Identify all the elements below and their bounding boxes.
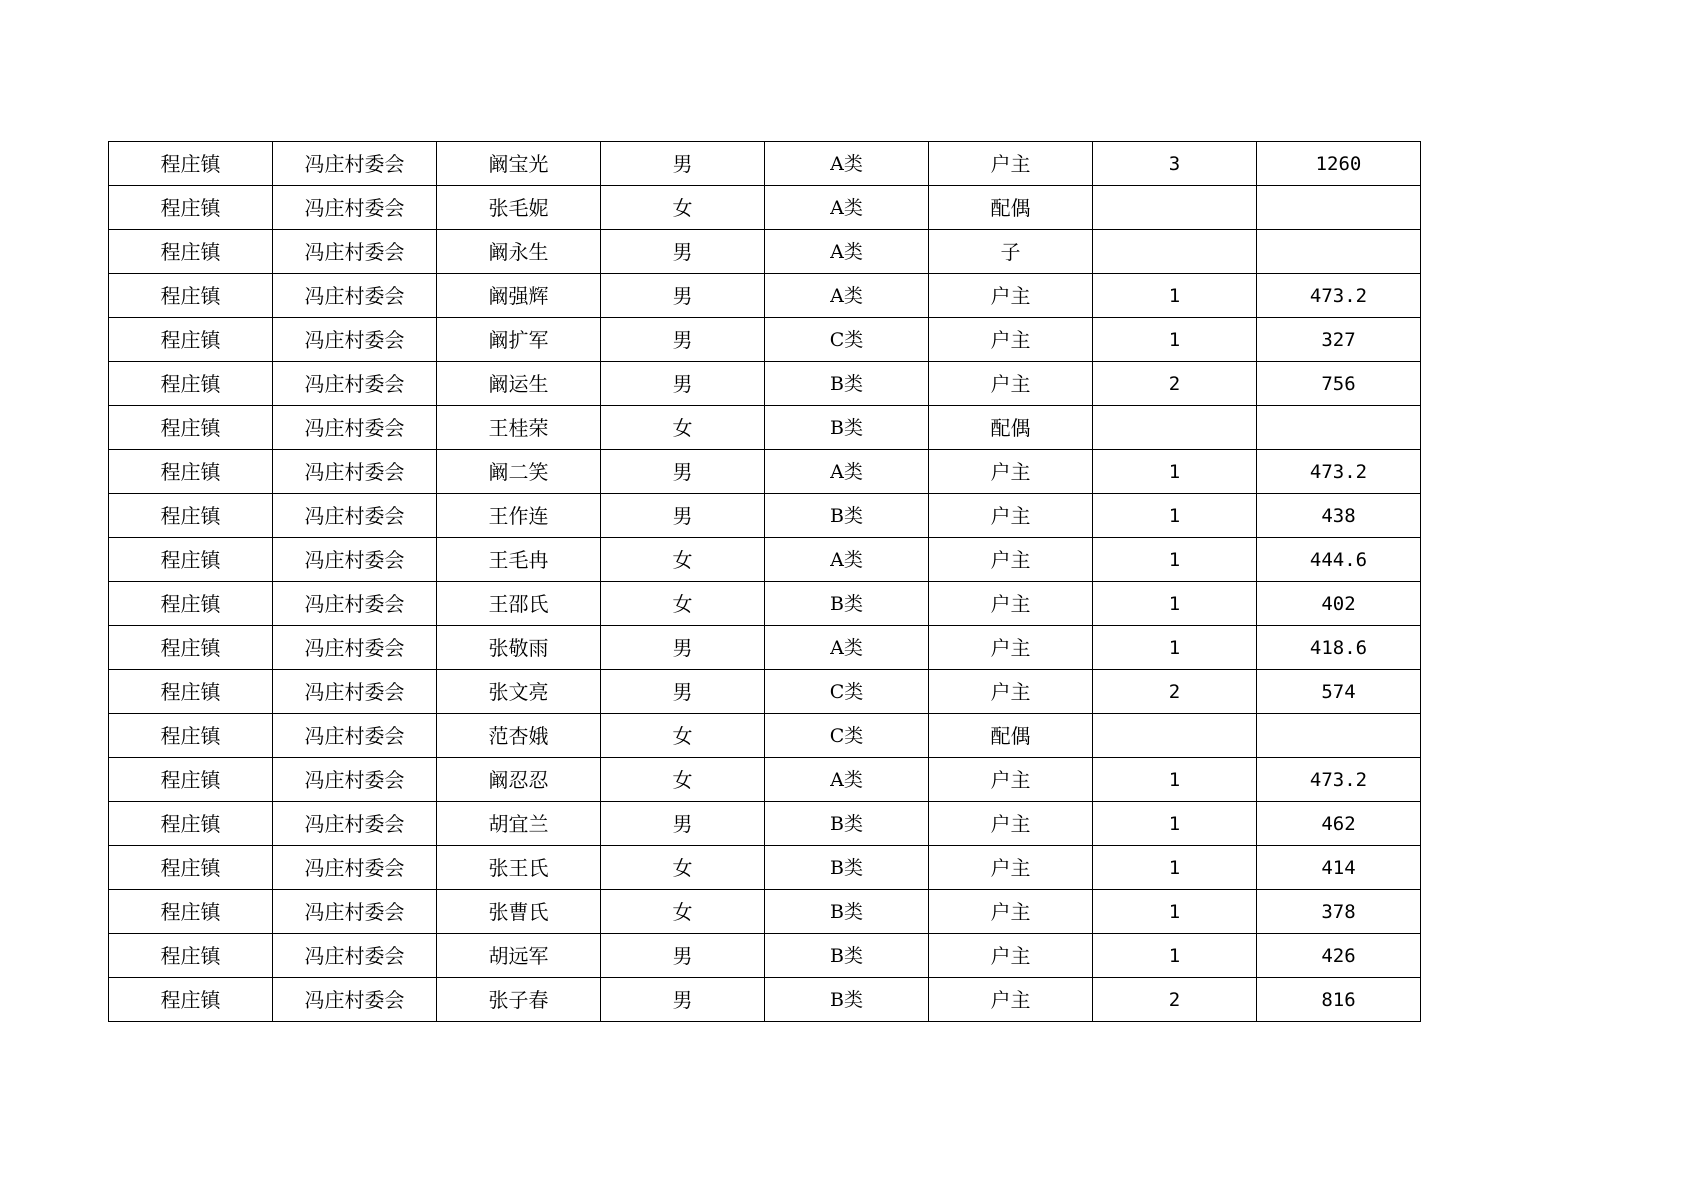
category-cell: B类: [765, 890, 929, 934]
gender-cell: 男: [601, 142, 765, 186]
count-cell: 1: [1093, 758, 1257, 802]
town-cell: 程庄镇: [109, 186, 273, 230]
count-cell: [1093, 714, 1257, 758]
relation-cell: 配偶: [929, 186, 1093, 230]
town-cell: 程庄镇: [109, 978, 273, 1022]
gender-cell: 男: [601, 274, 765, 318]
amount-cell: [1257, 406, 1421, 450]
count-cell: 1: [1093, 582, 1257, 626]
name-cell: 胡宜兰: [437, 802, 601, 846]
name-cell: 阚扩军: [437, 318, 601, 362]
count-cell: 1: [1093, 450, 1257, 494]
relation-cell: 户主: [929, 142, 1093, 186]
count-cell: [1093, 230, 1257, 274]
count-cell: [1093, 406, 1257, 450]
table-body: [109, 142, 1421, 1022]
town-cell: 程庄镇: [109, 582, 273, 626]
amount-cell: 462: [1257, 802, 1421, 846]
village-cell: 冯庄村委会: [273, 978, 437, 1022]
amount-cell: 327: [1257, 318, 1421, 362]
table-row: [109, 274, 1421, 318]
gender-cell: 男: [601, 626, 765, 670]
table-row: [109, 582, 1421, 626]
amount-cell: 473.2: [1257, 450, 1421, 494]
count-cell: 2: [1093, 670, 1257, 714]
village-cell: 冯庄村委会: [273, 450, 437, 494]
gender-cell: 男: [601, 494, 765, 538]
town-cell: 程庄镇: [109, 274, 273, 318]
table-row: [109, 890, 1421, 934]
gender-cell: 女: [601, 582, 765, 626]
relation-cell: 户主: [929, 494, 1093, 538]
town-cell: 程庄镇: [109, 626, 273, 670]
gender-cell: 女: [601, 758, 765, 802]
name-cell: 张毛妮: [437, 186, 601, 230]
amount-cell: 414: [1257, 846, 1421, 890]
name-cell: 阚宝光: [437, 142, 601, 186]
table-row: [109, 538, 1421, 582]
relation-cell: 户主: [929, 802, 1093, 846]
name-cell: 张敬雨: [437, 626, 601, 670]
name-cell: 王作连: [437, 494, 601, 538]
category-cell: A类: [765, 758, 929, 802]
village-cell: 冯庄村委会: [273, 186, 437, 230]
gender-cell: 男: [601, 934, 765, 978]
count-cell: 3: [1093, 142, 1257, 186]
relation-cell: 户主: [929, 538, 1093, 582]
relation-cell: 户主: [929, 670, 1093, 714]
category-cell: C类: [765, 318, 929, 362]
name-cell: 王邵氏: [437, 582, 601, 626]
table-row: [109, 670, 1421, 714]
relation-cell: 户主: [929, 890, 1093, 934]
category-cell: C类: [765, 714, 929, 758]
relation-cell: 户主: [929, 758, 1093, 802]
town-cell: 程庄镇: [109, 714, 273, 758]
count-cell: 1: [1093, 934, 1257, 978]
amount-cell: [1257, 230, 1421, 274]
category-cell: B类: [765, 582, 929, 626]
gender-cell: 男: [601, 318, 765, 362]
relation-cell: 户主: [929, 626, 1093, 670]
table-row: [109, 142, 1421, 186]
gender-cell: 女: [601, 714, 765, 758]
relation-cell: 户主: [929, 362, 1093, 406]
name-cell: 阚强辉: [437, 274, 601, 318]
count-cell: 1: [1093, 846, 1257, 890]
amount-cell: 756: [1257, 362, 1421, 406]
amount-cell: 1260: [1257, 142, 1421, 186]
relation-cell: 配偶: [929, 406, 1093, 450]
village-cell: 冯庄村委会: [273, 406, 437, 450]
category-cell: B类: [765, 362, 929, 406]
category-cell: A类: [765, 142, 929, 186]
village-cell: 冯庄村委会: [273, 230, 437, 274]
amount-cell: 816: [1257, 978, 1421, 1022]
amount-cell: [1257, 186, 1421, 230]
table-row: [109, 230, 1421, 274]
town-cell: 程庄镇: [109, 538, 273, 582]
count-cell: 1: [1093, 318, 1257, 362]
name-cell: 阚二笑: [437, 450, 601, 494]
gender-cell: 男: [601, 802, 765, 846]
relation-cell: 子: [929, 230, 1093, 274]
town-cell: 程庄镇: [109, 670, 273, 714]
amount-cell: 438: [1257, 494, 1421, 538]
town-cell: 程庄镇: [109, 318, 273, 362]
town-cell: 程庄镇: [109, 890, 273, 934]
table-row: [109, 626, 1421, 670]
category-cell: B类: [765, 406, 929, 450]
category-cell: A类: [765, 274, 929, 318]
name-cell: 张曹氏: [437, 890, 601, 934]
town-cell: 程庄镇: [109, 494, 273, 538]
amount-cell: 402: [1257, 582, 1421, 626]
name-cell: 张文亮: [437, 670, 601, 714]
household-table: [108, 141, 1421, 1022]
category-cell: B类: [765, 802, 929, 846]
category-cell: A类: [765, 450, 929, 494]
town-cell: 程庄镇: [109, 142, 273, 186]
gender-cell: 男: [601, 670, 765, 714]
town-cell: 程庄镇: [109, 846, 273, 890]
gender-cell: 男: [601, 362, 765, 406]
name-cell: 阚忍忍: [437, 758, 601, 802]
relation-cell: 户主: [929, 846, 1093, 890]
gender-cell: 男: [601, 230, 765, 274]
count-cell: 2: [1093, 362, 1257, 406]
name-cell: 范杏娥: [437, 714, 601, 758]
name-cell: 阚运生: [437, 362, 601, 406]
village-cell: 冯庄村委会: [273, 626, 437, 670]
category-cell: A类: [765, 186, 929, 230]
town-cell: 程庄镇: [109, 758, 273, 802]
name-cell: 阚永生: [437, 230, 601, 274]
village-cell: 冯庄村委会: [273, 494, 437, 538]
count-cell: 1: [1093, 274, 1257, 318]
category-cell: B类: [765, 978, 929, 1022]
table-row: [109, 714, 1421, 758]
amount-cell: 444.6: [1257, 538, 1421, 582]
relation-cell: 户主: [929, 274, 1093, 318]
name-cell: 王桂荣: [437, 406, 601, 450]
table-row: [109, 450, 1421, 494]
table-row: [109, 362, 1421, 406]
town-cell: 程庄镇: [109, 934, 273, 978]
gender-cell: 女: [601, 890, 765, 934]
name-cell: 张王氏: [437, 846, 601, 890]
village-cell: 冯庄村委会: [273, 670, 437, 714]
table-row: [109, 186, 1421, 230]
gender-cell: 男: [601, 978, 765, 1022]
amount-cell: 418.6: [1257, 626, 1421, 670]
amount-cell: 426: [1257, 934, 1421, 978]
table-row: [109, 846, 1421, 890]
count-cell: 1: [1093, 802, 1257, 846]
village-cell: 冯庄村委会: [273, 758, 437, 802]
relation-cell: 户主: [929, 582, 1093, 626]
village-cell: 冯庄村委会: [273, 362, 437, 406]
name-cell: 王毛冉: [437, 538, 601, 582]
town-cell: 程庄镇: [109, 802, 273, 846]
table-row: [109, 494, 1421, 538]
gender-cell: 女: [601, 186, 765, 230]
amount-cell: [1257, 714, 1421, 758]
gender-cell: 男: [601, 450, 765, 494]
amount-cell: 378: [1257, 890, 1421, 934]
relation-cell: 户主: [929, 318, 1093, 362]
table-row: [109, 758, 1421, 802]
village-cell: 冯庄村委会: [273, 142, 437, 186]
village-cell: 冯庄村委会: [273, 846, 437, 890]
town-cell: 程庄镇: [109, 362, 273, 406]
category-cell: C类: [765, 670, 929, 714]
village-cell: 冯庄村委会: [273, 274, 437, 318]
village-cell: 冯庄村委会: [273, 582, 437, 626]
table-row: [109, 978, 1421, 1022]
village-cell: 冯庄村委会: [273, 318, 437, 362]
town-cell: 程庄镇: [109, 450, 273, 494]
category-cell: B类: [765, 846, 929, 890]
relation-cell: 户主: [929, 450, 1093, 494]
village-cell: 冯庄村委会: [273, 802, 437, 846]
count-cell: 1: [1093, 890, 1257, 934]
relation-cell: 配偶: [929, 714, 1093, 758]
count-cell: 2: [1093, 978, 1257, 1022]
town-cell: 程庄镇: [109, 406, 273, 450]
amount-cell: 473.2: [1257, 758, 1421, 802]
category-cell: B类: [765, 934, 929, 978]
table-row: [109, 934, 1421, 978]
count-cell: [1093, 186, 1257, 230]
count-cell: 1: [1093, 538, 1257, 582]
table-row: [109, 802, 1421, 846]
village-cell: 冯庄村委会: [273, 538, 437, 582]
table-row: [109, 318, 1421, 362]
category-cell: A类: [765, 230, 929, 274]
table-row: [109, 406, 1421, 450]
village-cell: 冯庄村委会: [273, 934, 437, 978]
amount-cell: 473.2: [1257, 274, 1421, 318]
village-cell: 冯庄村委会: [273, 890, 437, 934]
category-cell: A类: [765, 626, 929, 670]
amount-cell: 574: [1257, 670, 1421, 714]
gender-cell: 女: [601, 846, 765, 890]
town-cell: 程庄镇: [109, 230, 273, 274]
category-cell: A类: [765, 538, 929, 582]
relation-cell: 户主: [929, 934, 1093, 978]
category-cell: B类: [765, 494, 929, 538]
name-cell: 张子春: [437, 978, 601, 1022]
relation-cell: 户主: [929, 978, 1093, 1022]
village-cell: 冯庄村委会: [273, 714, 437, 758]
count-cell: 1: [1093, 626, 1257, 670]
count-cell: 1: [1093, 494, 1257, 538]
name-cell: 胡远军: [437, 934, 601, 978]
gender-cell: 女: [601, 538, 765, 582]
gender-cell: 女: [601, 406, 765, 450]
